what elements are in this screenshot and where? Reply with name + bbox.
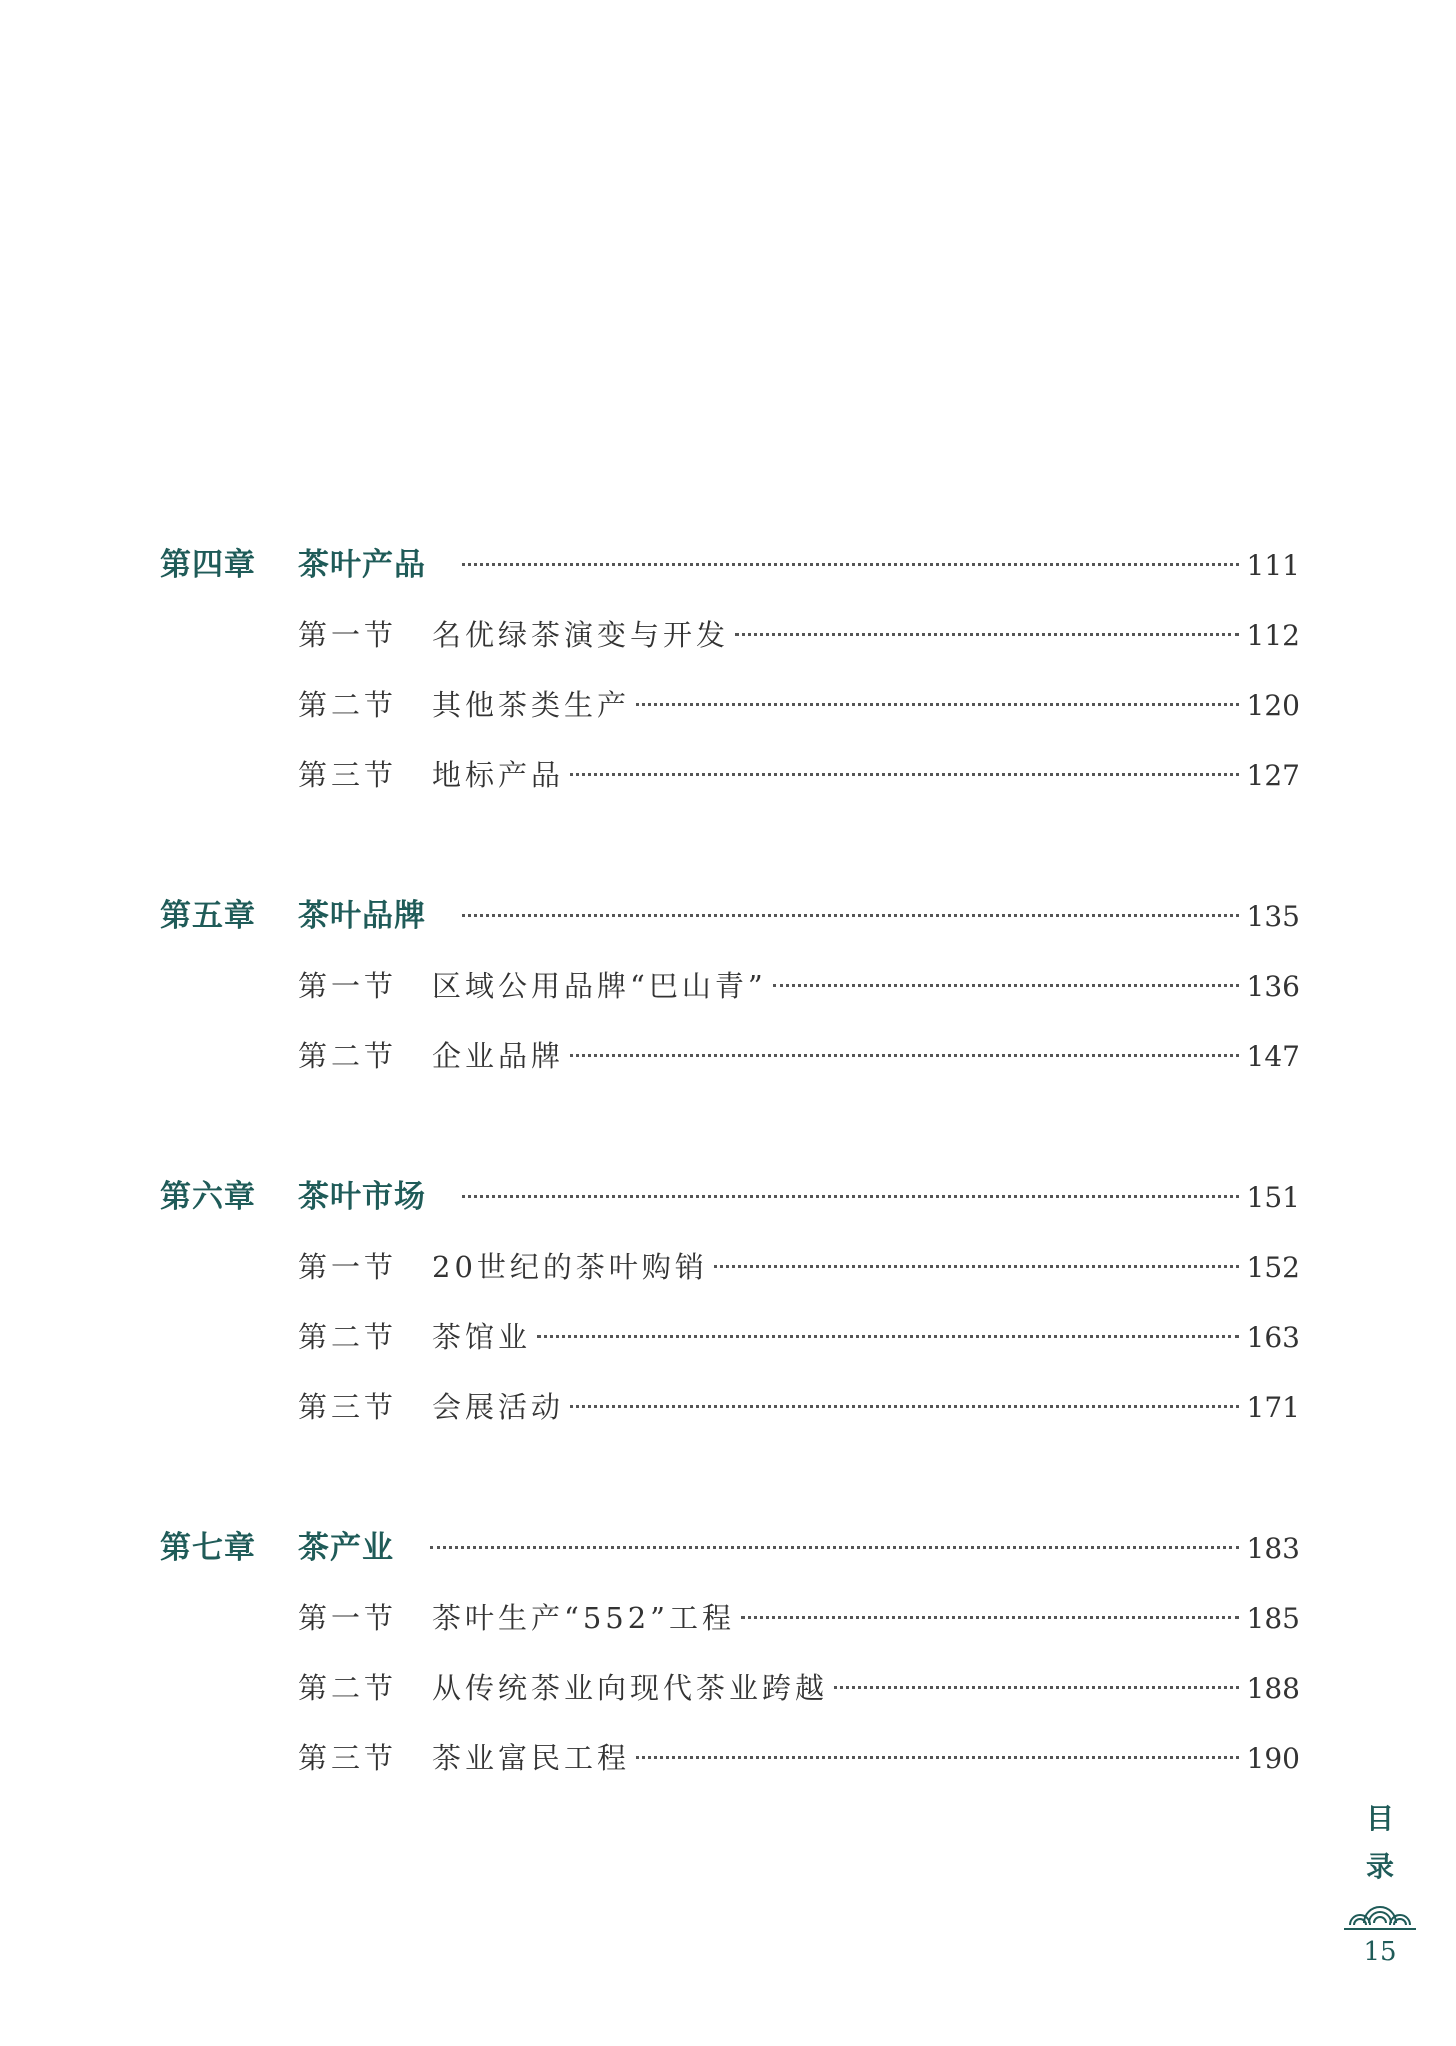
section-title: 区域公用品牌“巴山青” bbox=[432, 969, 767, 1003]
chapter-number: 第五章 bbox=[160, 898, 256, 934]
page-ref: 120 bbox=[1246, 689, 1300, 722]
chapter-group bbox=[160, 530, 1300, 810]
chapter-group bbox=[160, 881, 1300, 1091]
chapter-entry[interactable] bbox=[160, 530, 1300, 600]
section-number: 第一节 bbox=[298, 969, 398, 1003]
section-title: 茶叶生产“552”工程 bbox=[432, 1601, 736, 1635]
page-ref: 185 bbox=[1246, 1602, 1300, 1635]
dot-leader bbox=[735, 633, 1239, 636]
chapter-number: 第四章 bbox=[160, 547, 256, 583]
dot-leader bbox=[636, 703, 1239, 706]
section-number: 第一节 bbox=[298, 1601, 398, 1635]
dot-leader bbox=[462, 1195, 1239, 1198]
page-ref: 136 bbox=[1246, 970, 1300, 1003]
section-title: 企业品牌 bbox=[432, 1039, 565, 1073]
section-number: 第一节 bbox=[298, 618, 398, 652]
section-number: 第三节 bbox=[298, 758, 398, 792]
dot-leader bbox=[462, 914, 1239, 917]
section-number: 第二节 bbox=[298, 1039, 398, 1073]
side-label-char: 录 bbox=[1365, 1850, 1394, 1883]
chapter-number: 第七章 bbox=[160, 1530, 256, 1566]
dot-leader bbox=[570, 1054, 1239, 1057]
page-ref: 135 bbox=[1246, 900, 1300, 933]
page-ref: 171 bbox=[1246, 1391, 1300, 1424]
dot-leader bbox=[636, 1756, 1239, 1759]
dot-leader bbox=[834, 1686, 1239, 1689]
section-number: 第二节 bbox=[298, 688, 398, 722]
section-title: 20世纪的茶叶购销 bbox=[432, 1250, 708, 1284]
section-entry[interactable] bbox=[160, 1723, 1300, 1793]
wave-ornament-icon bbox=[1344, 1897, 1416, 1931]
dot-leader bbox=[462, 563, 1239, 566]
section-number: 第二节 bbox=[298, 1320, 398, 1354]
section-number: 第一节 bbox=[298, 1250, 398, 1284]
page-ref: 147 bbox=[1246, 1040, 1300, 1073]
chapter-title: 茶叶市场 bbox=[298, 1179, 426, 1215]
section-title: 名优绿茶演变与开发 bbox=[432, 618, 730, 652]
page-ref: 152 bbox=[1246, 1251, 1300, 1284]
section-entry[interactable] bbox=[160, 1583, 1300, 1653]
section-entry[interactable] bbox=[160, 670, 1300, 740]
page-ref: 183 bbox=[1246, 1532, 1300, 1565]
page-ref: 163 bbox=[1246, 1321, 1300, 1354]
dot-leader bbox=[430, 1546, 1239, 1549]
section-number: 第二节 bbox=[298, 1671, 398, 1705]
page-ref: 111 bbox=[1246, 549, 1300, 582]
section-number: 第三节 bbox=[298, 1390, 398, 1424]
chapter-title: 茶产业 bbox=[298, 1530, 394, 1566]
side-marker bbox=[1340, 1795, 1420, 1967]
chapter-entry[interactable] bbox=[160, 1162, 1300, 1232]
section-number: 第三节 bbox=[298, 1741, 398, 1775]
section-title: 茶馆业 bbox=[432, 1320, 532, 1354]
dot-leader bbox=[741, 1616, 1239, 1619]
section-title: 其他茶类生产 bbox=[432, 688, 631, 722]
section-title: 会展活动 bbox=[432, 1390, 565, 1424]
dot-leader bbox=[773, 984, 1239, 987]
page-ref: 112 bbox=[1246, 619, 1300, 652]
chapter-number: 第六章 bbox=[160, 1179, 256, 1215]
page-ref: 127 bbox=[1246, 759, 1300, 792]
chapter-entry[interactable] bbox=[160, 881, 1300, 951]
side-label-char: 目 bbox=[1365, 1802, 1394, 1835]
section-title: 从传统茶业向现代茶业跨越 bbox=[432, 1671, 829, 1705]
chapter-group bbox=[160, 1162, 1300, 1442]
dot-leader bbox=[537, 1335, 1239, 1338]
chapter-title: 茶叶品牌 bbox=[298, 898, 426, 934]
table-of-contents bbox=[160, 530, 1300, 1793]
section-entry[interactable] bbox=[160, 1232, 1300, 1302]
section-entry[interactable] bbox=[160, 951, 1300, 1021]
section-entry[interactable] bbox=[160, 1302, 1300, 1372]
page-ref: 151 bbox=[1246, 1181, 1300, 1214]
section-title: 茶业富民工程 bbox=[432, 1741, 631, 1775]
page-ref: 188 bbox=[1246, 1672, 1300, 1705]
dot-leader bbox=[570, 1405, 1239, 1408]
section-title: 地标产品 bbox=[432, 758, 565, 792]
dot-leader bbox=[714, 1265, 1239, 1268]
chapter-entry[interactable] bbox=[160, 1513, 1300, 1583]
chapter-title: 茶叶产品 bbox=[298, 547, 426, 583]
section-entry[interactable] bbox=[160, 740, 1300, 810]
chapter-group bbox=[160, 1513, 1300, 1793]
page-number: 15 bbox=[1363, 1937, 1397, 1967]
section-entry[interactable] bbox=[160, 1653, 1300, 1723]
page-ref: 190 bbox=[1246, 1742, 1300, 1775]
section-entry[interactable] bbox=[160, 600, 1300, 670]
section-entry[interactable] bbox=[160, 1372, 1300, 1442]
section-entry[interactable] bbox=[160, 1021, 1300, 1091]
dot-leader bbox=[570, 773, 1239, 776]
